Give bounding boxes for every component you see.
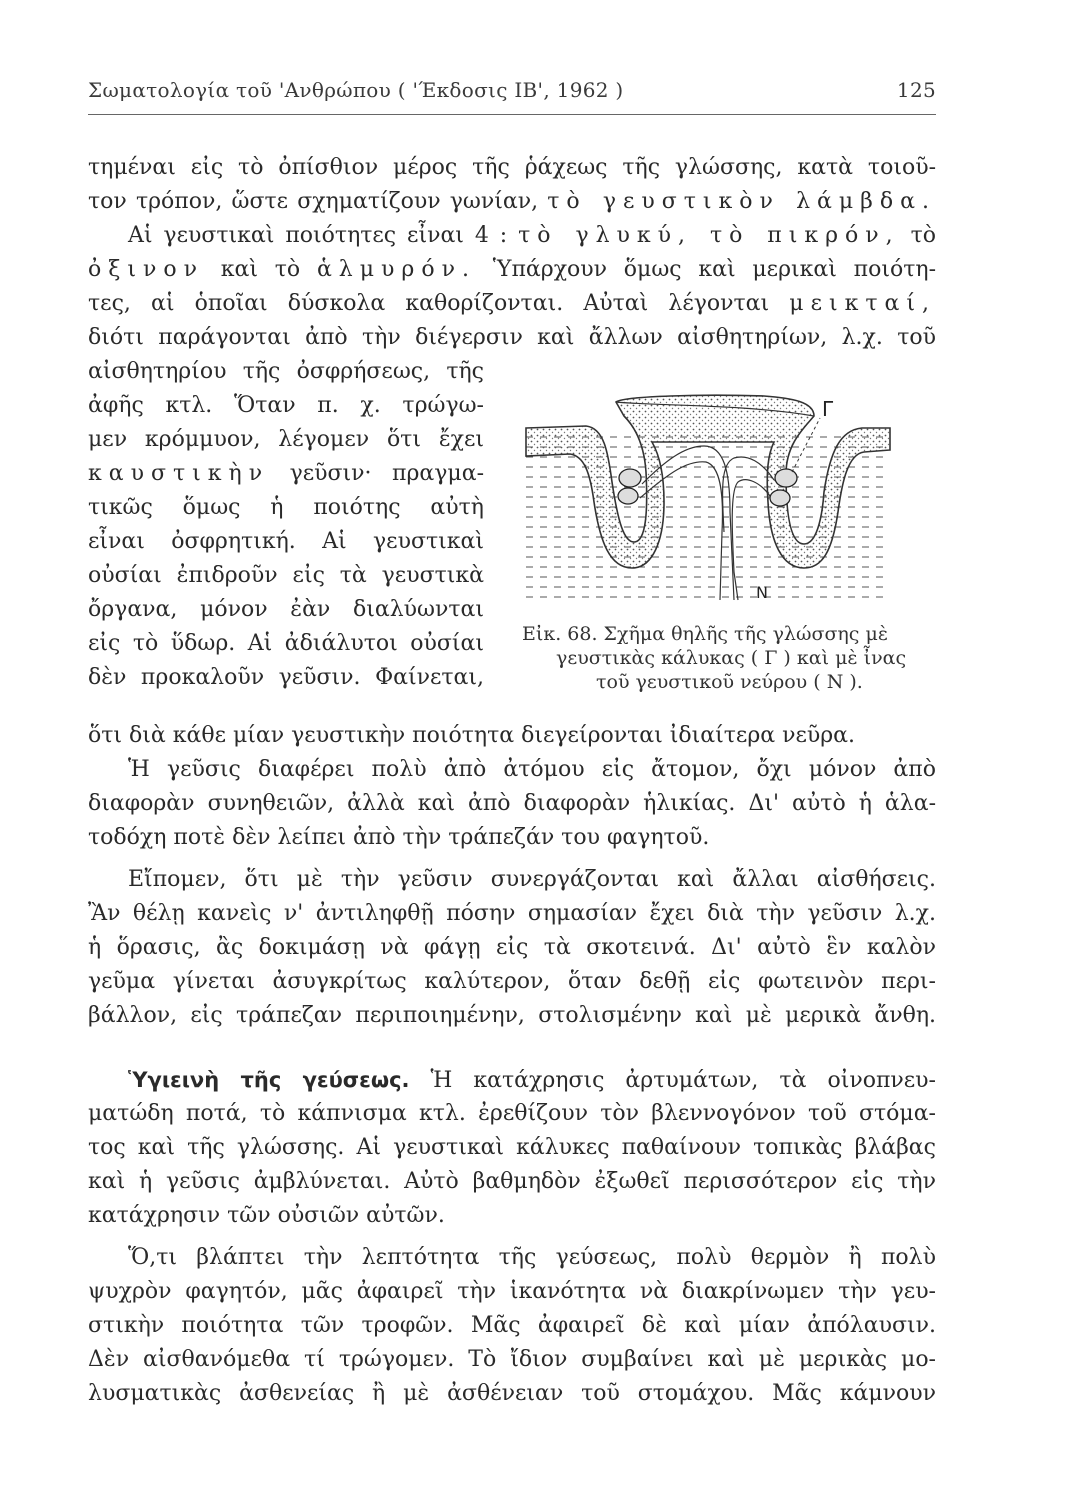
text-line: Ὑγιεινὴ τῆς γεύσεως. Ἡ κατάχρησις ἀρτυμάτων, τὰ οἰνοπνευ- [128,1068,936,1093]
text-line: οὐσίαι ἐπιδροῦν εἰς τὰ γευστικὰ [88,563,484,588]
text-line: καὶ ἡ γεῦσις ἀμβλύνεται. Αὐτὸ βαθμηδὸν ἐξωθεῖ περισσότερον εἰς τὴν [88,1169,936,1194]
text-line: Αἱ γευστικαὶ ποιότητες εἶναι 4 : τὸ γλυκύ, τὸ πικρόν, τὸ [128,223,937,248]
text-line: λυσματικὰς ἀσθενείας ἢ μὲ ἀσθένειαν τοῦ στομάχου. Μᾶς κάμνουν [88,1381,936,1406]
text-line: ὄργανα, μόνον ἐὰν διαλύωνται [88,597,484,622]
text-line: εἶναι ὀσφρητική. Αἱ γευστικαὶ [88,529,484,554]
text-line: ὀξινον καὶ τὸ ἁλμυρόν. Ὑπάρχουν ὅμως καὶ μερικαὶ ποιότη- [88,257,936,282]
text-line: Ὅ,τι βλάπτει τὴν λεπτότητα τῆς γεύσεως, πολὺ θερμὸν ἢ πολὺ [128,1245,936,1270]
tongue-papilla-figure [524,392,900,612]
text-line: Δὲν αἰσθανόμεθα τί τρώγομεν. Τὸ ἴδιον συμβαίνει καὶ μὲ μερικὰς μο- [88,1347,936,1372]
text-line: ὅτι διὰ κάθε μίαν γευστικὴν ποιότητα διεγείρονται ἰδιαίτερα νεῦρα. [88,723,856,748]
text-line: στικὴν ποιότητα τῶν τροφῶν. Μᾶς ἀφαιρεῖ δὲ καὶ μίαν ἀπόλαυσιν. [88,1313,936,1338]
running-title: Σωματολογία τοῦ 'Ανθρώπου ( 'Έκδοσις ΙΒ', 1962 ) [88,78,624,102]
section-heading: Ὑγιεινὴ τῆς γεύσεως. [128,1068,410,1092]
text-line: γεῦμα γίνεται ἀσυγκρίτως καλύτερον, ὅταν δεθῇ εἰς φωτεινὸν περι- [88,969,936,994]
label-gamma: Γ [822,397,834,421]
text-line: βάλλον, εἰς τράπεζαν περιποιημένην, στολισμένην καὶ μὲ μερικὰ ἄνθη. [88,1003,936,1028]
text-line: μεν κρόμμυον, λέγομεν ὅτι ἔχει [88,427,484,452]
text-line: τες, αἱ ὁποῖαι δύσκολα καθορίζονται. Αὐταὶ λέγονται μεικταί, [88,291,936,316]
text-line: Ἡ γεῦσις διαφέρει πολὺ ἀπὸ ἀτόμου εἰς ἄτομον, ὄχι μόνον ἀπὸ [128,757,936,782]
taste-bud [775,469,797,487]
text-line: ψυχρὸν φαγητόν, μᾶς ἀφαιρεῖ τὴν ἱκανότητα νὰ διακρίνωμεν τὴν γευ- [88,1279,936,1304]
text-line: τημέναι εἰς τὸ ὀπίσθιον μέρος τῆς ῥάχεως τῆς γλώσσης, κατὰ τοιοῦ- [88,155,936,180]
text-line: ἀφῆς κτλ. Ὅταν π. χ. τρώγω- [88,393,484,418]
running-header [88,78,936,102]
text-line: ματώδη ποτά, τὸ κάπνισμα κτλ. ἐρεθίζουν τὸν βλεννογόνον τοῦ στόμα- [88,1101,936,1126]
text-line: τος καὶ τῆς γλώσσης. Αἱ γευστικαὶ κάλυκες παθαίνουν τοπικὰς βλάβας [88,1135,936,1160]
text-line: δὲν προκαλοῦν γεῦσιν. Φαίνεται, [88,665,484,690]
text-line: κατάχρησιν τῶν οὐσιῶν αὐτῶν. [88,1203,445,1228]
text-line: αἰσθητηρίου τῆς ὀσφρήσεως, τῆς [88,359,484,384]
text-line: ἡ ὅρασις, ἂς δοκιμάσῃ νὰ φάγῃ εἰς τὰ σκοτεινά. Δι' αὐτὸ ἓν καλὸν [88,935,936,960]
page-number: 125 [896,78,936,102]
text-line: διότι παράγονται ἀπὸ τὴν διέγερσιν καὶ ἄλλων αἰσθητηρίων, λ.χ. τοῦ [88,325,936,350]
figure-caption: Εἰκ. 68. Σχῆμα θηλῆς τῆς γλώσσης μὲ γευστικὰς κάλυκας ( Γ ) καὶ μὲ ἶνας τοῦ γευστικοῦ νεύρου ( Ν ). [522,623,907,693]
taste-bud [618,488,638,504]
text-line: τον τρόπον, ὥστε σχηματίζουν γωνίαν, τὸ γευστικὸν λάμβδα. [88,189,936,214]
taste-bud [619,469,641,487]
text-line: Ἂν θέλῃ κανεὶς ν' ἀντιληφθῇ πόσην σημασίαν ἔχει διὰ τὴν γεῦσιν λ.χ. [88,901,936,926]
header-rule [88,114,936,115]
text-line: καυστικὴν γεῦσιν· πραγμα- [88,461,484,486]
text-line: τοδόχη ποτὲ δὲν λείπει ἀπὸ τὴν τράπεζάν του φαγητοῦ. [88,825,710,850]
text-line: εἰς τὸ ὕδωρ. Αἱ ἀδιάλυτοι οὐσίαι [88,631,484,656]
text-line: τικῶς ὅμως ἡ ποιότης αὐτὴ [88,495,484,520]
text-line: Εἴπομεν, ὅτι μὲ τὴν γεῦσιν συνεργάζονται καὶ ἄλλαι αἰσθήσεις. [128,867,936,892]
taste-bud [770,490,790,506]
text-line: διαφορὰν συνηθειῶν, ἀλλὰ καὶ ἀπὸ διαφορὰν ἡλικίας. Δι' αὐτὸ ἡ ἁλα- [88,791,936,816]
label-n: Ν [756,583,768,602]
